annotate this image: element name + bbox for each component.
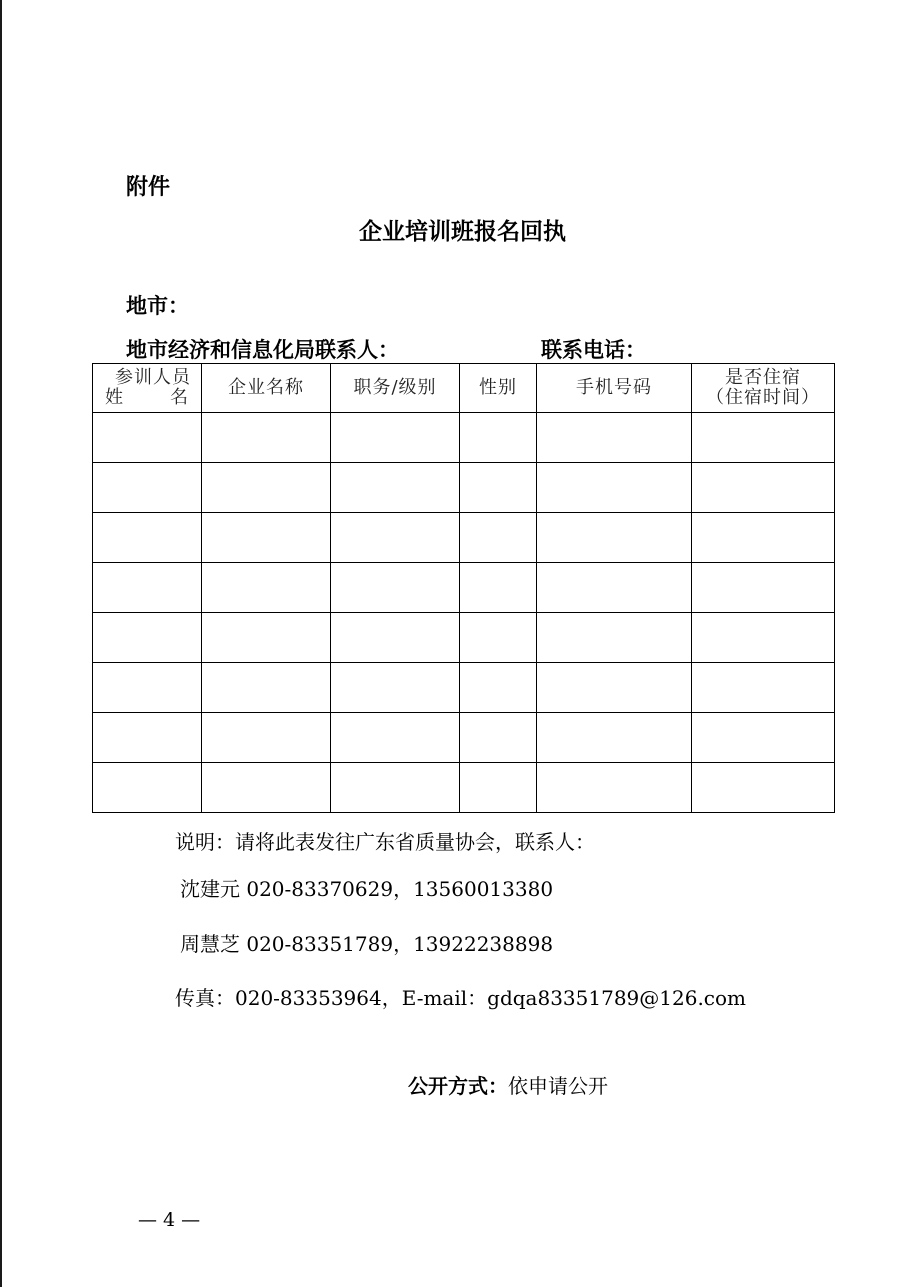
table-row [93,763,835,813]
table-cell-blank [93,513,202,563]
table-row [93,713,835,763]
city-field-label: 地市： [126,294,189,318]
disclosure-value: 依申请公开 [508,1074,608,1098]
note-contact-2: 周慧芝 020-83351789，13922238898 [180,932,554,956]
table-cell-blank [537,613,692,663]
table-cell-blank [331,413,460,463]
disclosure-method [408,1070,608,1099]
table-row [93,463,835,513]
table-cell-blank [202,413,331,463]
table-cell-blank [202,513,331,563]
page-number: — 4 — [138,1209,201,1231]
table-cell-blank [331,613,460,663]
table-cell-blank [537,763,692,813]
table-cell-blank [93,763,202,813]
table-cell-blank [692,613,835,663]
table-cell-blank [460,663,537,713]
table-row [93,663,835,713]
note-fax-email: 传真：020-83353964，E-mail：gdqa83351789@126.com [175,986,747,1010]
note-instruction: 说明：请将此表发往广东省质量协会，联系人： [175,830,595,854]
table-cell-blank [331,463,460,513]
table-cell-blank [202,663,331,713]
table-cell-blank [93,613,202,663]
table-cell-blank [460,713,537,763]
disclosure-label: 公开方式： [408,1074,508,1098]
document-title: 企业培训班报名回执 [359,218,566,245]
contact-phone-label: 联系电话： [541,338,646,362]
table-cell-blank [460,613,537,663]
table-cell-blank [537,463,692,513]
table-cell-blank [692,513,835,563]
table-body [93,413,835,813]
table-row [93,513,835,563]
table-cell-blank [537,413,692,463]
table-cell-blank [93,663,202,713]
header-gender: 性别 [460,364,537,413]
registration-table [92,363,835,813]
table-cell-blank [692,663,835,713]
table-cell-blank [93,713,202,763]
table-cell-blank [202,563,331,613]
header-name-char-2: 名 [170,387,189,408]
table-cell-blank [537,663,692,713]
table-row [93,563,835,613]
table-row [93,613,835,663]
table-cell-blank [93,563,202,613]
page-left-edge-line [0,0,2,1287]
header-participant-name-line2 [93,388,201,408]
header-lodging [692,364,835,413]
table-row [93,413,835,463]
table-cell-blank [460,563,537,613]
table-cell-blank [331,713,460,763]
table-cell-blank [331,513,460,563]
header-position-level: 职务/级别 [331,364,460,413]
table-cell-blank [202,613,331,663]
bureau-contact-label: 地市经济和信息化局联系人： [126,338,399,362]
table-cell-blank [537,513,692,563]
table-cell-blank [692,763,835,813]
note-contact-1: 沈建元 020-83370629，13560013380 [180,877,554,901]
table-cell-blank [692,713,835,763]
table-cell-blank [692,413,835,463]
header-participant-name [93,364,202,413]
table-cell-blank [93,413,202,463]
table-cell-blank [331,563,460,613]
table-cell-blank [692,463,835,513]
header-lodging-line2: （住宿时间） [706,387,820,408]
table-cell-blank [202,713,331,763]
table-cell-blank [692,563,835,613]
table-cell-blank [460,513,537,563]
table-cell-blank [331,663,460,713]
table-cell-blank [460,763,537,813]
header-name-char-1: 姓 [105,387,124,408]
attachment-label: 附件 [126,175,171,200]
table-cell-blank [202,763,331,813]
table-cell-blank [93,463,202,513]
table-cell-blank [460,463,537,513]
table-cell-blank [537,563,692,613]
table-cell-blank [202,463,331,513]
header-lodging-line1: 是否住宿 [725,367,801,388]
header-company-name: 企业名称 [202,364,331,413]
table-cell-blank [460,413,537,463]
table-cell-blank [537,713,692,763]
table-header-row [93,364,835,413]
table-cell-blank [331,763,460,813]
header-participant-name-line1: 参训人员 [115,367,191,388]
header-mobile-number: 手机号码 [537,364,692,413]
